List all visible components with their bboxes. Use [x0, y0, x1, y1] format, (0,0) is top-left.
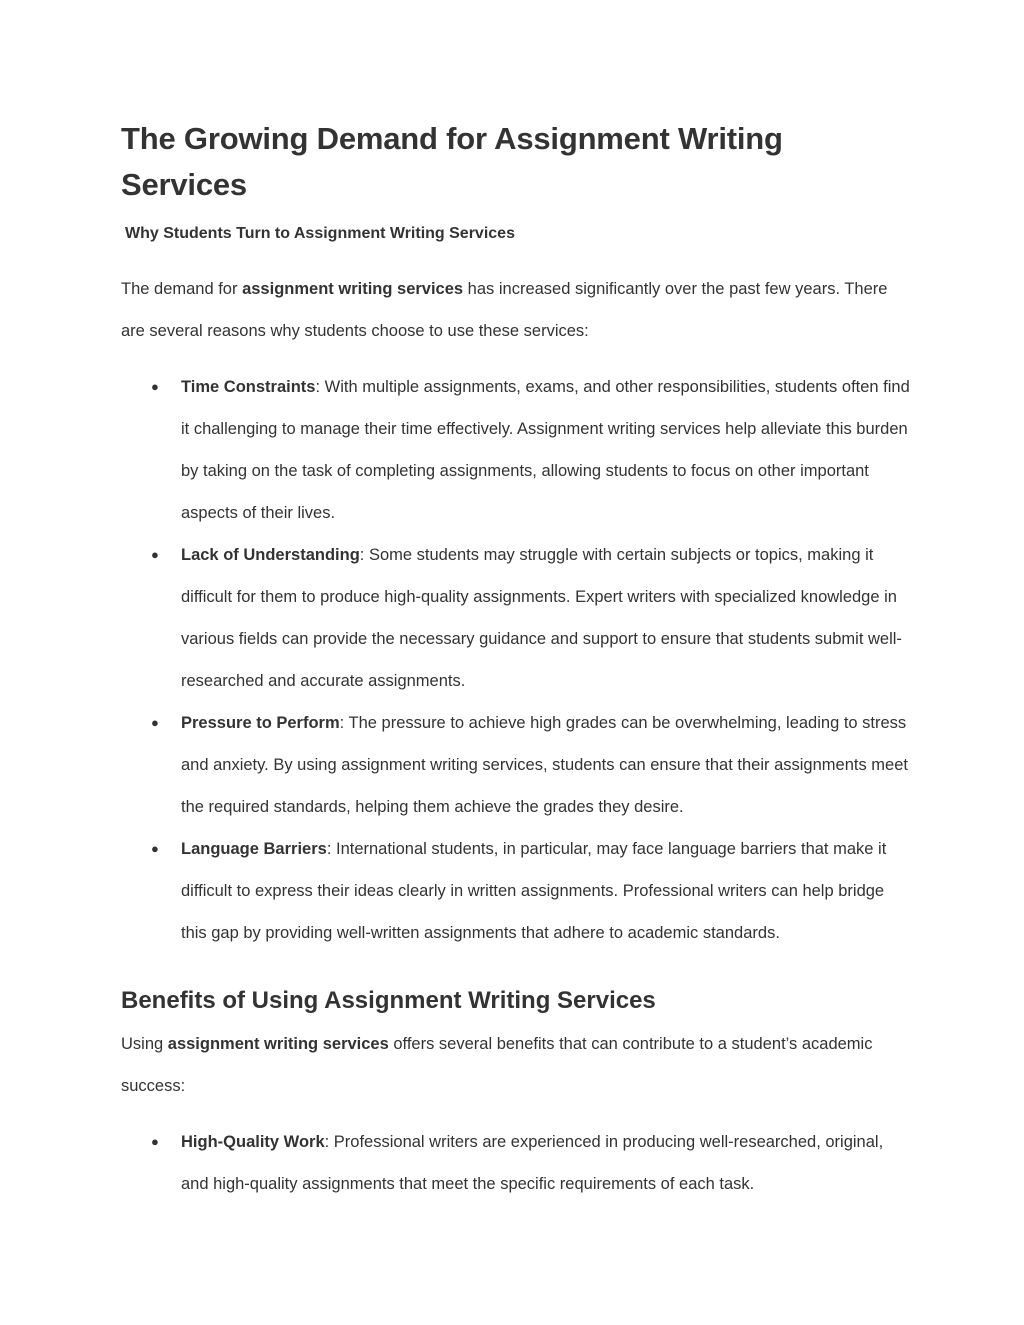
document-body: [121, 116, 911, 1205]
benefit-term: High-Quality Work: [181, 1133, 325, 1151]
bullet-icon: ●: [151, 841, 159, 856]
intro-text-after: has increased significantly over the past few years. There are several reasons why students choose to use these services:: [121, 280, 888, 340]
reason-item: [121, 366, 911, 534]
benefits-intro-after: offers several benefits that can contribute to a student’s academic success:: [121, 1035, 873, 1095]
reason-text: : Some students may struggle with certain subjects or topics, making it difficult for them to produce high-quality assignments. Expert writers with specialized knowledge in various fields can provide the necessary guidance and support to ensure that students submit well-researched and accurate assignments.: [181, 546, 902, 690]
reason-term: Lack of Understanding: [181, 546, 360, 564]
reason-item: [121, 828, 911, 954]
section-subtitle: Why Students Turn to Assignment Writing Services: [125, 225, 515, 242]
document-title: The Growing Demand for Assignment Writing Services: [121, 121, 783, 202]
benefit-item: [121, 1121, 911, 1205]
reason-term: Language Barriers: [181, 840, 327, 858]
reason-term: Time Constraints: [181, 378, 316, 396]
benefits-list: [121, 1121, 911, 1205]
benefits-intro-before: Using: [121, 1035, 168, 1053]
reasons-list: [121, 366, 911, 954]
reason-item: [121, 702, 911, 828]
bullet-icon: ●: [151, 1134, 159, 1149]
reason-text: : The pressure to achieve high grades can be overwhelming, leading to stress and anxiety. By using assignment writing services, students can ensure that their assignments meet the required standards, helping them achieve the grades they desire.: [181, 714, 908, 816]
reason-text: : With multiple assignments, exams, and other responsibilities, students often find it challenging to manage their time effectively. Assignment writing services help alleviate this burden by taking on the task of completing assignments, allowing students to focus on other important aspects of their lives.: [181, 378, 910, 522]
benefits-intro-paragraph: [121, 1023, 911, 1107]
intro-paragraph: [121, 268, 911, 352]
reason-text: : International students, in particular, may face language barriers that make it difficult to express their ideas clearly in written assignments. Professional writers can help bridge this gap by providing well-written assignments that adhere to academic standards.: [181, 840, 887, 942]
intro-bold-term: assignment writing services: [242, 280, 464, 298]
intro-text-before: The demand for: [121, 280, 243, 298]
benefits-intro-bold-term: assignment writing services: [167, 1035, 389, 1053]
bullet-icon: ●: [151, 547, 159, 562]
bullet-icon: ●: [151, 715, 159, 730]
reason-item: [121, 534, 911, 702]
benefits-heading: Benefits of Using Assignment Writing Services: [121, 987, 656, 1014]
benefit-text: : Professional writers are experienced in producing well-researched, original, and high-quality assignments that meet the specific requirements of each task.: [181, 1133, 884, 1193]
bullet-icon: ●: [151, 379, 159, 394]
reason-term: Pressure to Perform: [181, 714, 340, 732]
